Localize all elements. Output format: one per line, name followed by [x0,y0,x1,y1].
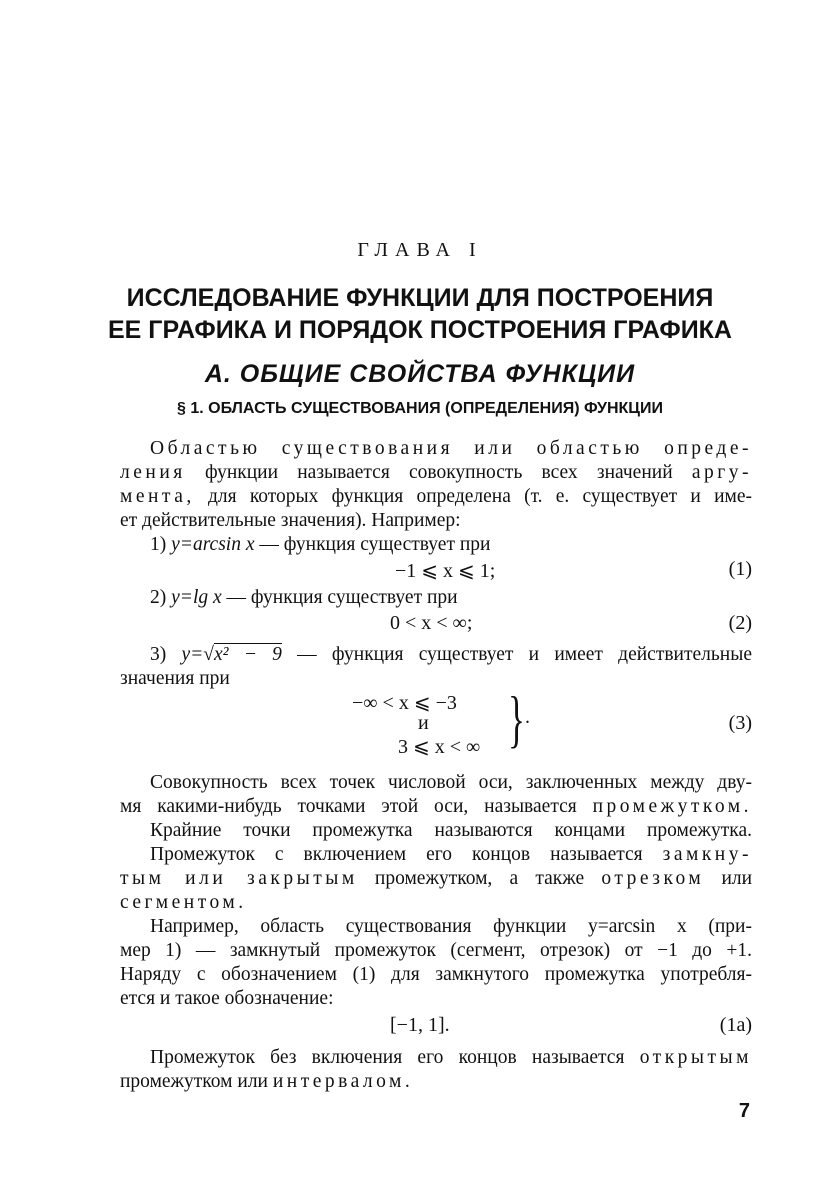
intro-text: для которых функция определена (т. е. существует и име- [207,486,753,507]
equation-1: −1 ⩽ x ⩽ 1; [395,560,496,582]
example-number: 1) [150,534,167,555]
interval-line-4 [150,843,752,867]
term-definition: ления [120,462,186,483]
equation-3-and: и [418,712,429,734]
term-closed-end: тым или закрытым [120,868,358,889]
interval-line-3: Крайние точки промежутка называются концами промежутка. [150,820,752,841]
example-2 [150,586,458,610]
equation-3-part-a: −∞ < x ⩽ −3 [352,692,457,714]
example-3 [150,643,752,667]
intro-line-4: ет действительные значения). Например: [120,510,461,531]
term-argument-end: мента, [120,486,195,507]
interval-line-6: сегментом. [120,892,247,913]
open-interval-line-2 [120,1070,413,1094]
chapter-title-line-1: ИССЛЕДОВАНИЕ ФУНКЦИИ ДЛЯ ПОСТРОЕНИЯ [126,284,714,312]
term-interval: промежутком. [592,796,752,817]
sqrt-sign: y=√ [181,644,215,665]
interval-text: мя какими-нибудь точками этой оси, называется [120,796,577,817]
intro-line-3 [120,485,752,509]
open-interval-line-1 [150,1046,752,1070]
formula-lg: y=lg x [171,587,222,608]
right-brace: } [508,683,525,754]
example-para-line-2: мер 1) — замкнутый промежуток (сегмент, отрезок) от −1 до +1. [120,940,752,961]
example-text: — функция существует при [259,534,491,555]
equation-1a-label: (1а) [719,1014,752,1036]
example-text: — функция существует при [226,587,458,608]
example-number: 2) [150,587,167,608]
equation-3-part-b: 3 ⩽ x < ∞ [398,736,481,758]
equation-3-label: (3) [728,712,752,734]
paragraph-title: § 1. ОБЛАСТЬ СУЩЕСТВОВАНИЯ (ОПРЕДЕЛЕНИЯ) ФУНКЦИИ [177,400,663,417]
interval-line-1: Совокупность всех точек числовой оси, заключенных между дву- [150,772,752,793]
intro-line-1 [150,437,752,461]
open-interval-text: Промежуток без включения его концов называется [150,1047,625,1068]
page-number: 7 [738,1100,750,1122]
chapter-title-line-2: ЕЕ ГРАФИКА И ПОРЯДОК ПОСТРОЕНИЯ ГРАФИКА [108,316,732,344]
term-open: открытым [639,1047,752,1068]
example-text: — функция существует и имеет действительные [297,644,752,665]
term-interval-open: интервалом. [272,1071,414,1092]
section-title: А. ОБЩИЕ СВОЙСТВА ФУНКЦИИ [204,360,636,388]
term-segment: отрезком [601,868,705,889]
term-closed: замкну- [662,844,752,865]
equation-3-dot: . [525,706,530,728]
formula-sqrt [181,643,281,665]
interval-text: промежутком, а также [374,868,585,889]
interval-text: Промежуток с включением его концов называется [150,844,643,865]
sqrt-radicand: x² − 9 [214,644,282,665]
interval-text: или [721,868,753,889]
interval-line-2 [120,795,752,819]
example-para-line-1: Например, область существования функции y=arcsin x (при- [150,916,752,937]
equation-2-label: (2) [728,612,752,634]
intro-text: функции называется совокупность всех значений [204,462,673,483]
term-argument: аргу- [691,462,753,483]
chapter-heading: ГЛАВА I [357,239,483,261]
example-para-line-3: Наряду с обозначением (1) для замкнутого промежутка употребля- [120,964,752,985]
term-domain: Областью существования или областью опреде- [150,438,752,459]
equation-2: 0 < x < ∞; [390,612,473,634]
open-interval-text: промежутком или [120,1071,268,1092]
example-3-continued: значения при [120,668,230,689]
equation-1-label: (1) [728,558,752,580]
example-para-line-4: ется и такое обозначение: [120,988,334,1009]
example-number: 3) [150,644,167,665]
example-1 [150,533,490,557]
equation-1a: [−1, 1]. [390,1014,450,1036]
interval-line-5 [120,867,752,891]
formula-arcsin: y=arcsin x [171,534,255,555]
intro-line-2 [120,461,752,485]
